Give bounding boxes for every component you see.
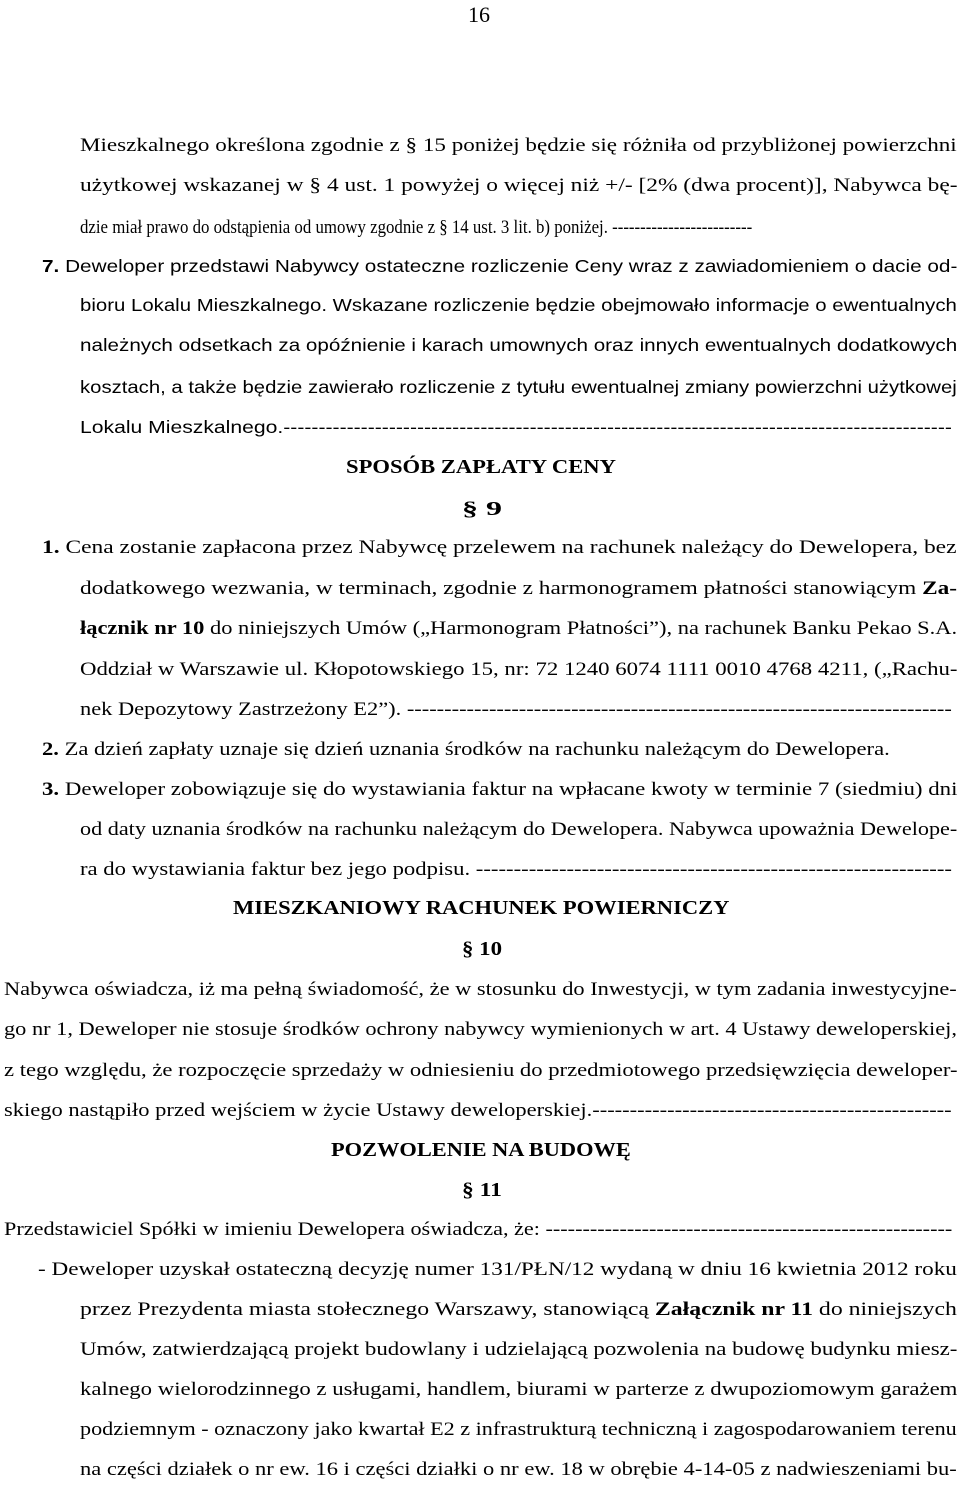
text-line (80, 577, 957, 601)
text-line: użytkowej wskazanej w § 4 ust. 1 powyżej o więcej niż +/- [2% (dwa procent)], Nabywca bę- (80, 175, 958, 196)
text-line: dzie miał prawo do odstąpienia od umowy zgodnie z § 14 ust. 3 lit. b) poniżej. ------------------------- (80, 217, 753, 238)
text-line: podziemnym - oznaczony jako kwartał E2 z infrastrukturą techniczną i zagospodarowaniem terenu (80, 1419, 957, 1440)
bold-text: Załącznik nr 11 (654, 1299, 813, 1320)
text-line (80, 1298, 957, 1322)
text-line: Przedstawiciel Spółki w imieniu Dewelopera oświadcza, że: ------------------------------------------------------- (4, 1219, 953, 1240)
bold-text: 3. (42, 779, 60, 800)
bold-text: 1. (42, 537, 60, 558)
page-number: 16 (468, 2, 490, 27)
text-line: kosztach, a także będzie zawierało rozliczenie z tytułu ewentualnej zmiany powierzchni użytkowej (80, 377, 957, 397)
text-line: na części działek o nr ew. 16 i części działki o nr ew. 18 w obrębie 4-14-05 z nadwieszeniami bu- (80, 1459, 957, 1480)
text-line (42, 254, 957, 278)
text-line: od daty uznania środków na rachunku należącym do Dewelopera. Nabywca upoważnia Dewelope- (80, 819, 958, 840)
bold-text: 2. (42, 739, 59, 760)
section-heading: MIESZKANIOWY RACHUNEK POWIERNICZY (233, 897, 730, 919)
text-line: nek Depozytowy Zastrzeżony E2”). ------------------------------------------------------------------------- (80, 699, 952, 720)
bold-text: Za- (922, 578, 957, 599)
text-line: z tego względu, że rozpoczęcie sprzedaży w odniesieniu do przedmiotowego przedsięwzięcia deweloper- (4, 1060, 958, 1081)
text-run: Deweloper zobowiązuje się do wystawiania faktur na wpłacane kwoty w terminie 7 (siedmiu) dni (59, 779, 958, 800)
text-line: Mieszkalnego określona zgodnie z § 15 poniżej będzie się różniła od przybliżonej powierzchni (80, 135, 957, 156)
section-heading: SPOSÓB ZAPŁATY CENY (346, 456, 616, 478)
section-heading: POZWOLENIE NA BUDOWĘ (331, 1139, 631, 1161)
text-run: przez Prezydenta miasta stołecznego Warszawy, stanowiącą (80, 1299, 655, 1320)
text-line (42, 778, 957, 802)
text-line: Oddział w Warszawie ul. Kłopotowskiego 15, nr: 72 1240 6074 1111 0010 4768 4211, („Rachu- (80, 659, 958, 680)
text-run: Za dzień zapłaty uznaje się dzień uznania środków na rachunku należącym do Dewelopera. (58, 739, 890, 760)
text-line: go nr 1, Deweloper nie stosuje środków ochrony nabywcy wymienionych w art. 4 Ustawy deweloperskiej, (4, 1019, 957, 1040)
text-line (42, 738, 890, 762)
text-run: Deweloper przedstawi Nabywcy ostateczne rozliczenie Ceny wraz z zawiadomieniem o dacie od- (59, 256, 958, 276)
text-run: dodatkowego wezwania, w terminach, zgodnie z harmonogramem płatności stanowiącym (80, 578, 923, 599)
text-line: Lokalu Mieszkalnego.----------------------------------------------------------------------------------------------- (80, 417, 952, 437)
text-run: do niniejszych Umów („Harmonogram Płatności”), na rachunek Banku Pekao S.A. (204, 618, 958, 639)
text-line: skiego nastąpiło przed wejściem w życie Ustawy deweloperskiej.------------------------------------------------ (4, 1100, 952, 1121)
text-run: Cena zostanie zapłacona przez Nabywcę przelewem na rachunek należący do Dewelopera, bez (59, 537, 957, 558)
text-line: kalnego wielorodzinnego z usługami, handlem, biurami w parterze z dwupoziomowym garażem (80, 1379, 958, 1400)
text-line: Umów, zatwierdzającą projekt budowlany i udzielającą pozwolenia na budowę budynku miesz- (80, 1339, 958, 1360)
bold-text: łącznik nr 10 (80, 618, 205, 639)
text-line: bioru Lokalu Mieszkalnego. Wskazane rozliczenie będzie obejmowało informacje o ewentualnych (80, 295, 957, 315)
text-line: Nabywca oświadcza, iż ma pełną świadomość, że w stosunku do Inwestycji, w tym zadania inwestycyjne- (4, 979, 957, 1000)
text-line: ra do wystawiania faktur bez jego podpisu. --------------------------------------------------------------- (80, 859, 952, 880)
bold-text: 7. (42, 256, 60, 276)
text-run: do niniejszych (812, 1299, 957, 1320)
section-heading: § 11 (462, 1179, 502, 1201)
section-heading: § 9 (462, 498, 502, 520)
text-line: - Deweloper uzyskał ostateczną decyzję numer 131/PŁN/12 wydaną w dniu 16 kwietnia 2012 roku (38, 1259, 957, 1280)
text-line (42, 536, 956, 560)
section-heading: § 10 (462, 938, 502, 960)
text-line (80, 617, 957, 641)
text-line: należnych odsetkach za opóźnienie i karach umownych oraz innych ewentualnych dodatkowych (80, 335, 958, 355)
